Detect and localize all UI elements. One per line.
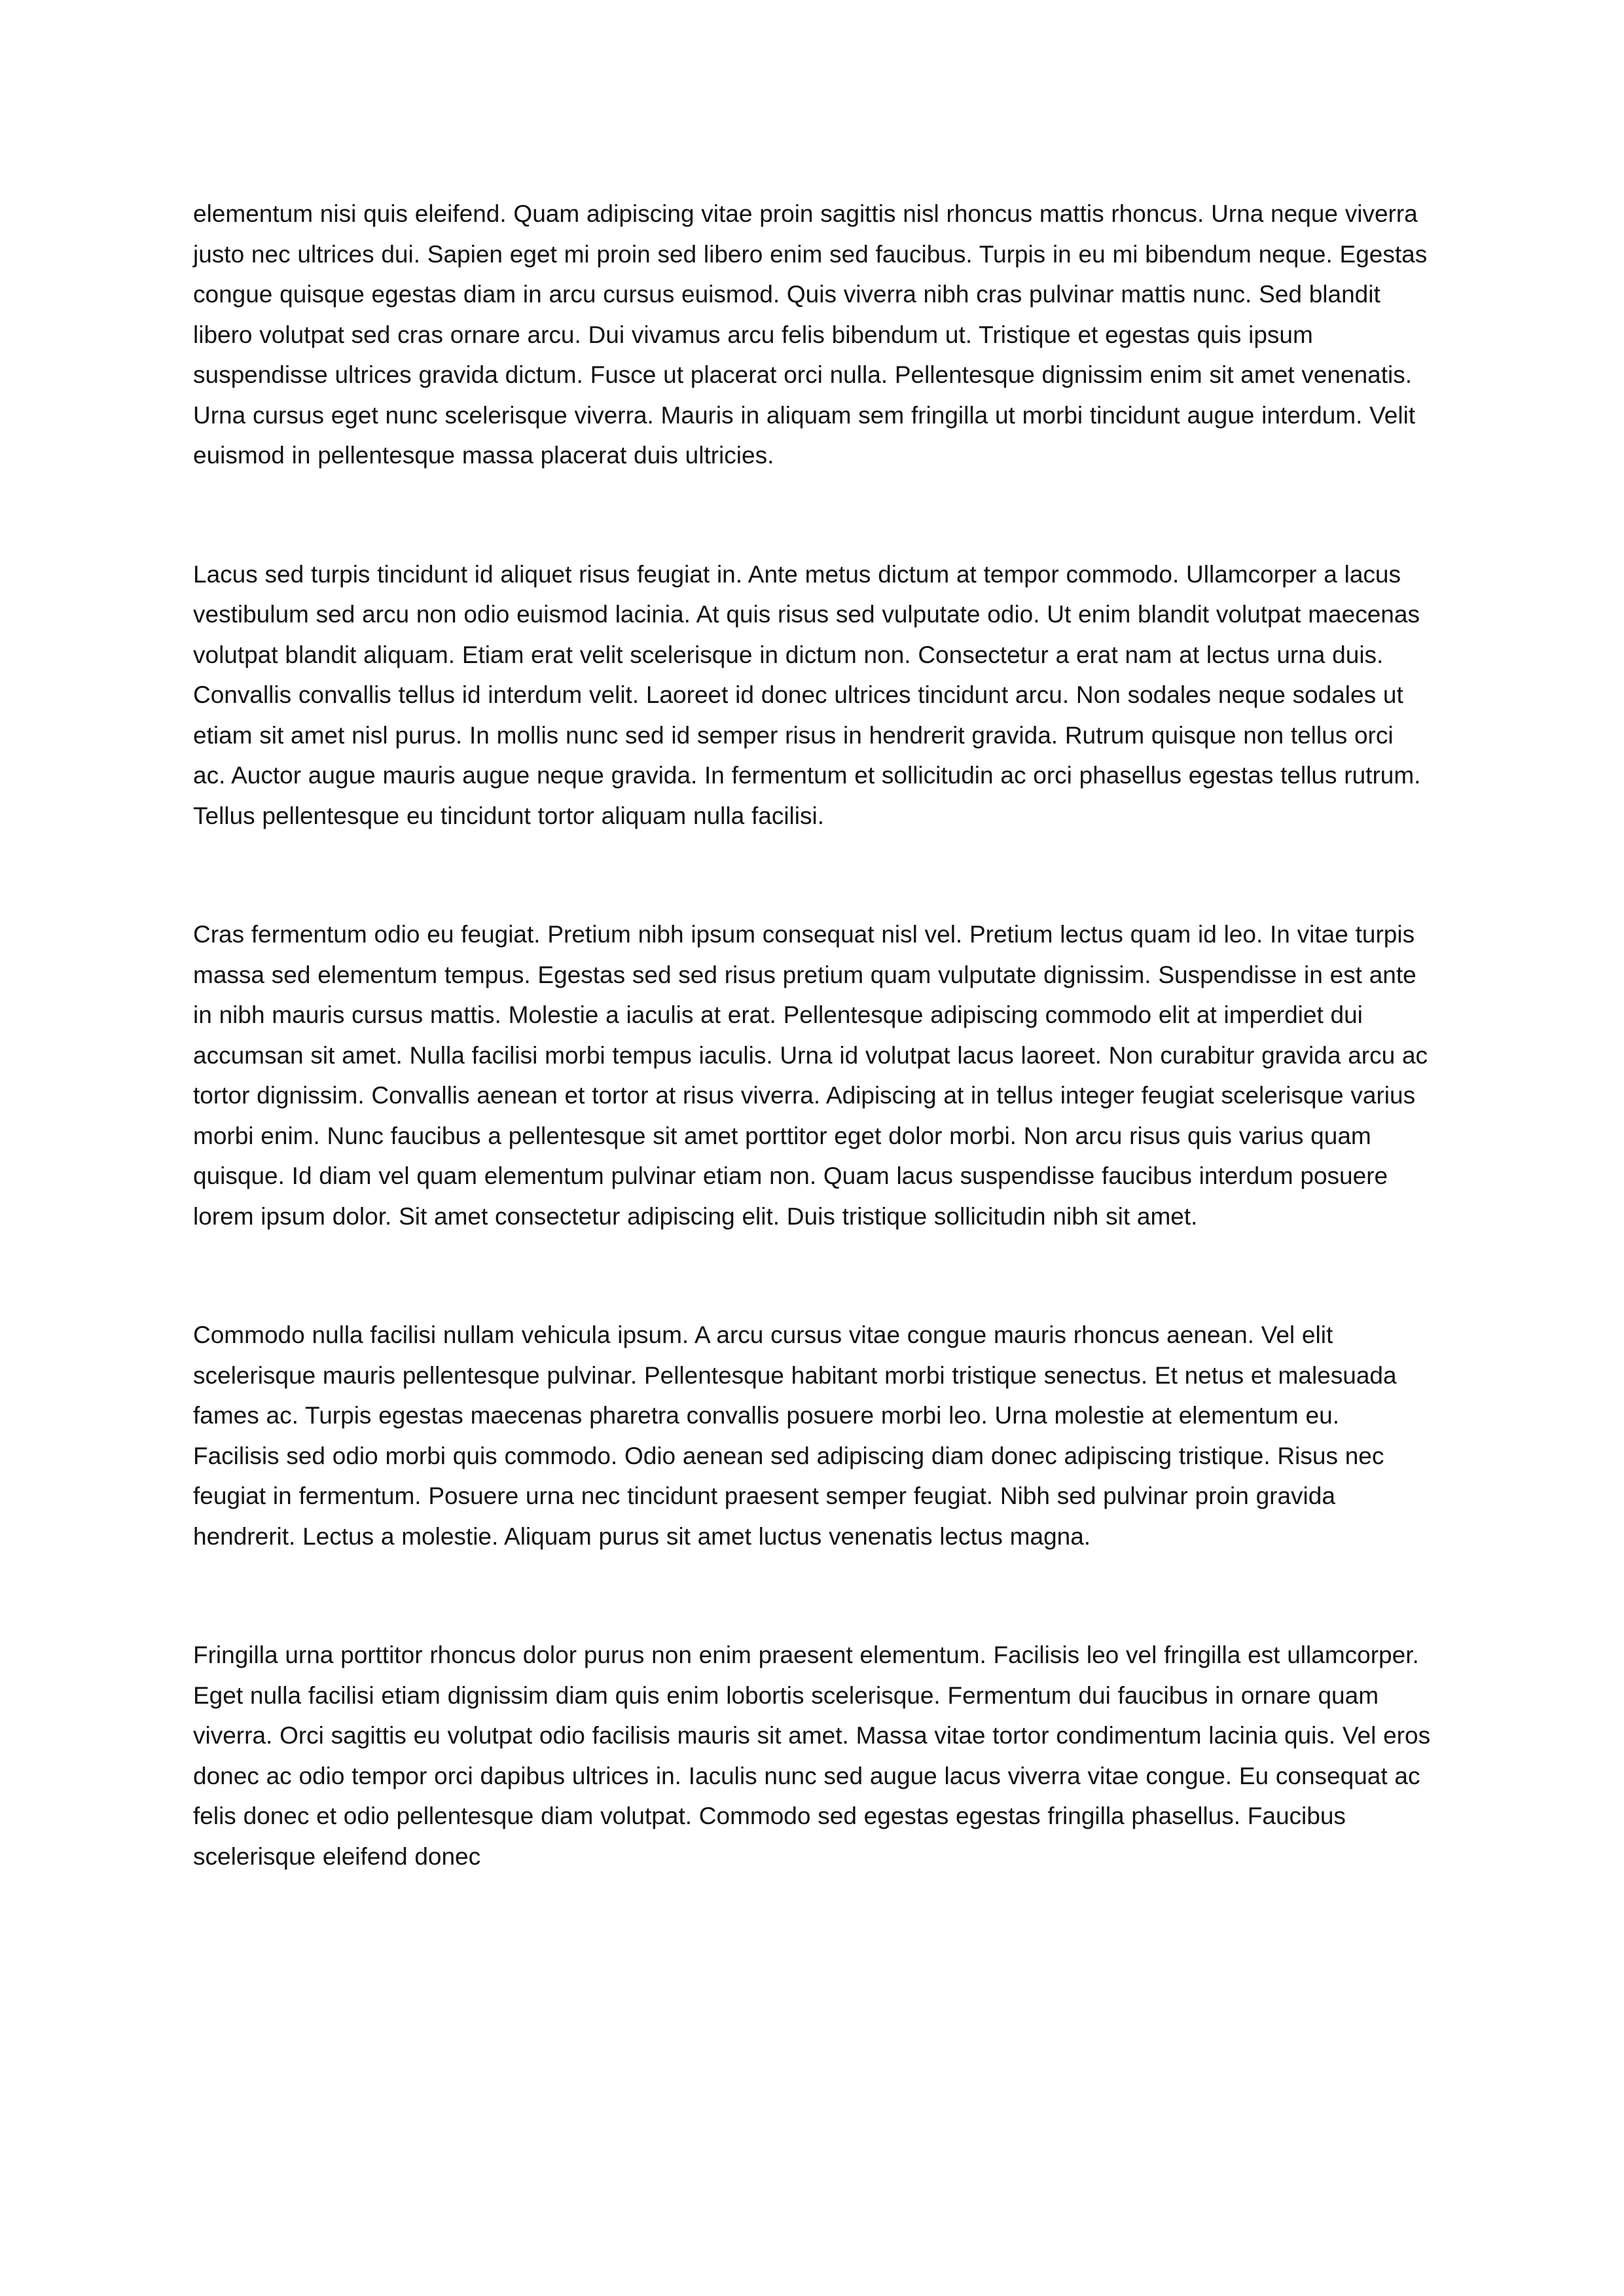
paragraph: Fringilla urna porttitor rhoncus dolor purus non enim praesent elementum. Facilisis leo vel fringilla est ullamcorper. Eget nulla facilisi etiam dignissim diam quis enim lobortis scelerisque. Fermentum dui faucibus in ornare quam viverra. Orci sagittis eu volutpat odio facilisis mauris sit amet. Massa vitae tortor condimentum lacinia quis. Vel eros donec ac odio tempor orci dapibus ultrices in. Iaculis nunc sed augue lacus viverra vitae congue. Eu consequat ac felis donec et odio pellentesque diam volutpat. Commodo sed egestas egestas fringilla phasellus. Faucibus scelerisque eleifend donec — [193, 1641, 1431, 1870]
paragraph: Cras fermentum odio eu feugiat. Pretium nibh ipsum consequat nisl vel. Pretium lectus quam id leo. In vitae turpis massa sed elementum tempus. Egestas sed sed risus pretium quam vulputate dignissim. Suspendisse in est ante in nibh mauris cursus mattis. Molestie a iaculis at erat. Pellentesque adipiscing commodo elit at imperdiet dui accumsan sit amet. Nulla facilisi morbi tempus iaculis. Urna id volutpat lacus laoreet. Non curabitur gravida arcu ac tortor dignissim. Convallis aenean et tortor at risus viverra. Adipiscing at in tellus integer feugiat scelerisque varius morbi enim. Nunc faucibus a pellentesque sit amet porttitor eget dolor morbi. Non arcu risus quis varius quam quisque. Id diam vel quam elementum pulvinar etiam non. Quam lacus suspendisse faucibus interdum posuere lorem ipsum dolor. Sit amet consectetur adipiscing elit. Duis tristique sollicitudin nibh sit amet. — [193, 921, 1428, 1230]
paragraph: Commodo nulla facilisi nullam vehicula ipsum. A arcu cursus vitae congue mauris rhoncus aenean. Vel elit scelerisque mauris pellentesque pulvinar. Pellentesque habitant morbi tristique senectus. Et netus et malesuada fames ac. Turpis egestas maecenas pharetra convallis posuere morbi leo. Urna molestie at elementum eu. Facilisis sed odio morbi quis commodo. Odio aenean sed adipiscing diam donec adipiscing tristique. Risus nec feugiat in fermentum. Posuere urna nec tincidunt praesent semper feugiat. Nibh sed pulvinar proin gravida hendrerit. Lectus a molestie. Aliquam purus sit amet luctus venenatis lectus magna. — [193, 1321, 1397, 1550]
document-text-body — [193, 194, 1432, 1876]
paragraph: elementum nisi quis eleifend. Quam adipiscing vitae proin sagittis nisl rhoncus mattis rhoncus. Urna neque viverra justo nec ultrices dui. Sapien eget mi proin sed libero enim sed faucibus. Turpis in eu mi bibendum neque. Egestas congue quisque egestas diam in arcu cursus euismod. Quis viverra nibh cras pulvinar mattis nunc. Sed blandit libero volutpat sed cras ornare arcu. Dui vivamus arcu felis bibendum ut. Tristique et egestas quis ipsum suspendisse ultrices gravida dictum. Fusce ut placerat orci nulla. Pellentesque dignissim enim sit amet venenatis. Urna cursus eget nunc scelerisque viverra. Mauris in aliquam sem fringilla ut morbi tincidunt augue interdum. Velit euismod in pellentesque massa placerat duis ultricies. — [193, 200, 1428, 469]
paragraph: Lacus sed turpis tincidunt id aliquet risus feugiat in. Ante metus dictum at tempor commodo. Ullamcorper a lacus vestibulum sed arcu non odio euismod lacinia. At quis risus sed vulputate odio. Ut enim blandit volutpat maecenas volutpat blandit aliquam. Etiam erat velit scelerisque in dictum non. Consectetur a erat nam at lectus urna duis. Convallis convallis tellus id interdum velit. Laoreet id donec ultrices tincidunt arcu. Non sodales neque sodales ut etiam sit amet nisl purus. In mollis nunc sed id semper risus in hendrerit gravida. Rutrum quisque non tellus orci ac. Auctor augue mauris augue neque gravida. In fermentum et sollicitudin ac orci phasellus egestas tellus rutrum. Tellus pellentesque eu tincidunt tortor aliquam nulla facilisi. — [193, 560, 1421, 829]
